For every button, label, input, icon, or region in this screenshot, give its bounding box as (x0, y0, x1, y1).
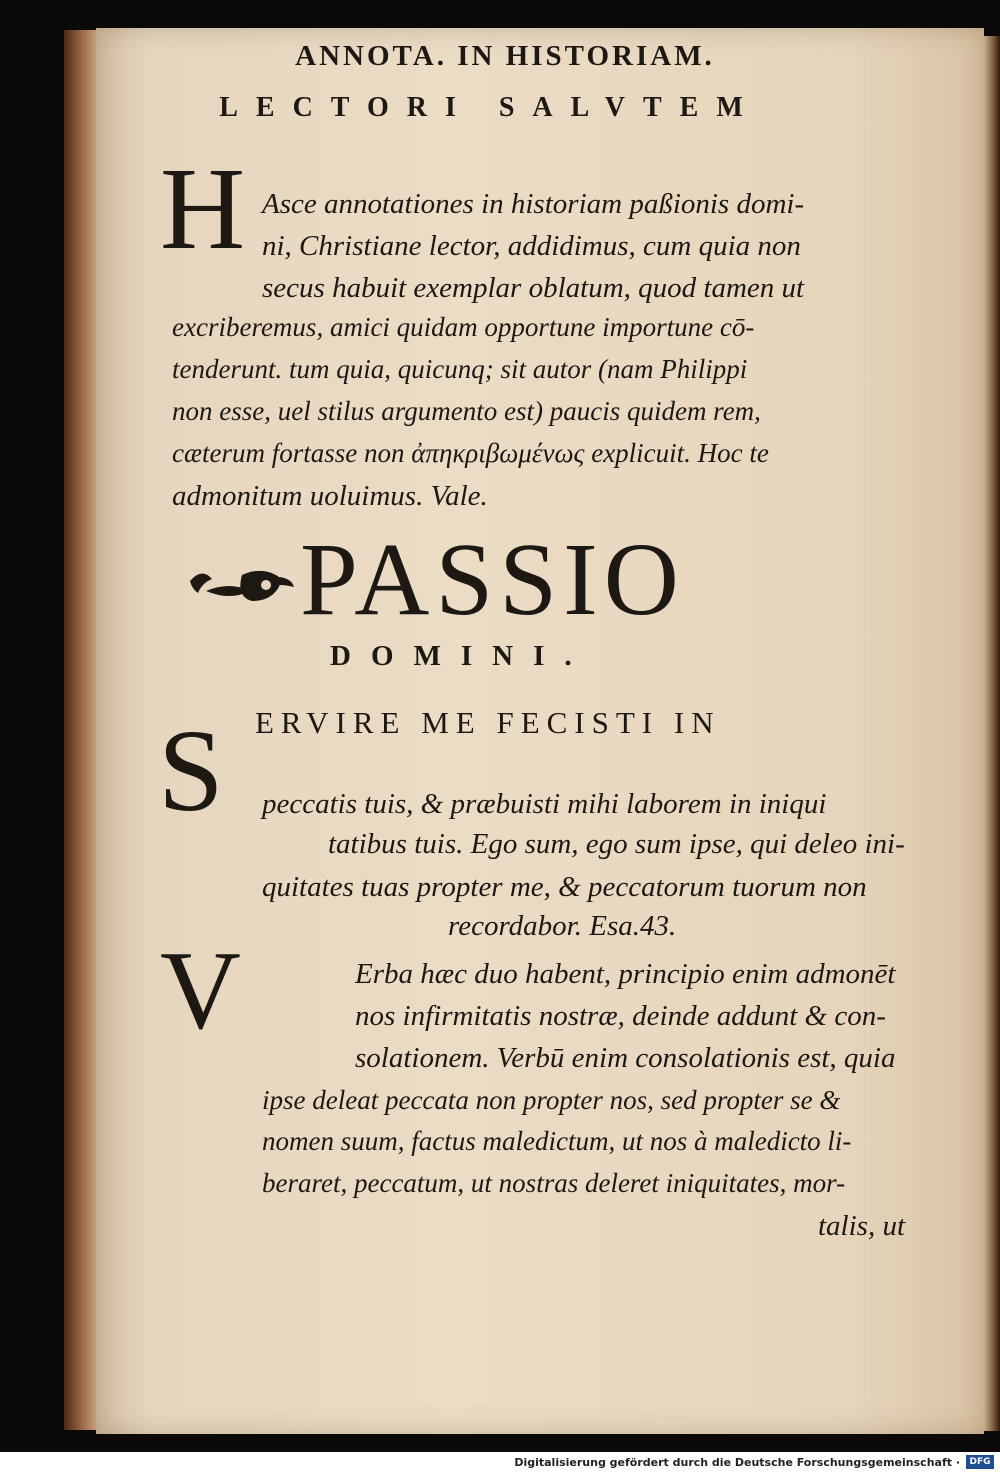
commentary-line: ipse deleat peccata non propter nos, sed propter se & (262, 1085, 841, 1115)
preface-line: secus habuit exemplar oblatum, quod tamen ut (262, 272, 805, 304)
verse-line: tatibus tuis. Ego sum, ego sum ipse, qui deleo ini- (328, 828, 905, 860)
commentary-line: nos infirmitatis nostræ, deinde addunt & con- (355, 1000, 886, 1032)
preface-line: excriberemus, amici quidam opportune importune cō- (172, 312, 755, 342)
verse-caps-line: ERVIRE ME FECISTI IN (255, 705, 721, 740)
verse-line: quitates tuas propter me, & peccatorum tuorum non (262, 871, 867, 903)
commentary-line: beraret, peccatum, ut nostras deleret iniquitates, mor- (262, 1168, 846, 1198)
preface-line: non esse, uel stilus argumento est) paucis quidem rem, (172, 396, 761, 426)
verse-line: peccatis tuis, & præbuisti mihi laborem in iniqui (262, 788, 827, 820)
commentary-dropcap: V (160, 929, 241, 1053)
preface-line: tenderunt. tum quia, quicunq; sit autor (nam Philippi (172, 354, 748, 384)
fleuron-ornament (184, 555, 299, 611)
title-sub: DOMINI. (330, 640, 592, 672)
commentary-line: solationem. Verbū enim consolationis est, quia (355, 1042, 896, 1074)
commentary-line: Erba hæc duo habent, principio enim admonēt (355, 958, 896, 990)
preface-dropcap: H (160, 143, 246, 274)
preface-line: Asce annotationes in historiam paßionis domi- (262, 188, 805, 220)
section-heading: LECTORI SALVTEM (219, 92, 761, 123)
page-gutter (984, 36, 1000, 1431)
dfg-logo: DFG (966, 1455, 994, 1469)
funding-credit: Digitalisierung gefördert durch die Deutsche Forschungsgemeinschaft · (514, 1456, 960, 1469)
running-head: ANNOTA. IN HISTORIAM. (295, 40, 715, 72)
verse-line: recordabor. Esa.43. (448, 910, 677, 942)
footer-bar (0, 1452, 1000, 1475)
title-main: PASSIO (300, 522, 685, 637)
catchword: talis, ut (818, 1210, 906, 1242)
verse-dropcap: S (158, 705, 224, 836)
preface-line: admonitum uoluimus. Vale. (172, 480, 488, 512)
preface-line: ni, Christiane lector, addidimus, cum quia non (262, 230, 801, 262)
preface-line: cæterum fortasse non ἀπηκριβωμένως explicuit. Hoc te (172, 438, 769, 468)
commentary-line: nomen suum, factus maledictum, ut nos à maledicto li- (262, 1126, 852, 1156)
